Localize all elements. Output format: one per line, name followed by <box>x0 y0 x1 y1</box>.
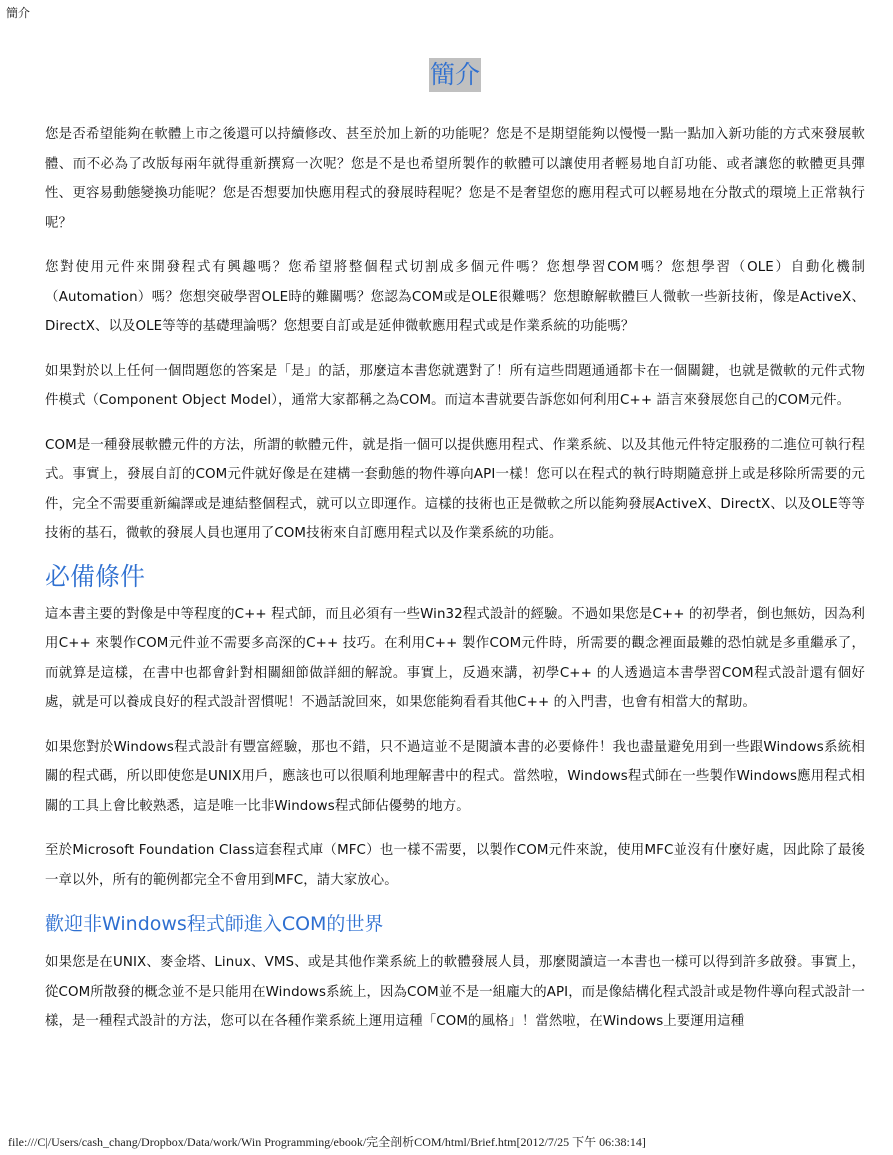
browser-header-title: 簡介 <box>6 6 31 20</box>
prereq-paragraph-1: 這本書主要的對像是中等程度的C++ 程式師，而且必須有一些Win32程式設計的經驗。不過如果您是C++ 的初學者，倒也無妨，因為利用C++ 來製作COM元件並不需要多高深的C++ 技巧。在利用C++ 製作COM元件時，所需要的觀念裡面最難的恐怕就是多重繼承了，而就算是這樣，在書中也都會針對相關細節做詳細的解說。事實上，反過來講，初學C++ 的人透過這本書學習COM程式設計還有個好處，就是可以養成良好的程式設計習慣呢！不過話說回來，如果您能夠看看其他C++ 的入門書，也會有相當大的幫助。 <box>45 606 865 710</box>
welcome-paragraph-1: 如果您是在UNIX、麥金塔、Linux、VMS、或是其他作業系統上的軟體發展人員，那麼閱讀這一本書也一樣可以得到許多啟發。事實上，從COM所散發的概念並不是只能用在Windows系統上，因為COM並不是一組龐大的API，而是像結構化程式設計或是物件導向程式設計一樣，是一種程式設計的方法，您可以在各種作業系統上運用這種「COM的風格」！當然啦，在Windows上要運用這種 <box>45 955 865 1029</box>
intro-paragraph-2: 您對使用元件來開發程式有興趣嗎？您希望將整個程式切割成多個元件嗎？您想學習COM嗎？您想學習（OLE）自動化機制（Automation）嗎？您想突破學習OLE時的難關嗎？您認為COM或是OLE很難嗎？您想瞭解軟體巨人微軟一些新技術，像是ActiveX、DirectX、以及OLE等等的基礎理論嗎？您想要自訂或是延伸微軟應用程式或是作業系統的功能嗎？ <box>45 260 865 334</box>
prerequisites-heading: 必備條件 <box>45 561 146 591</box>
browser-footer-url: file:///C|/Users/cash_chang/Dropbox/Data/work/Win Programming/ebook/完全剖析COM/html/Brief.htm[2012/7/25 下午 06:38:14] <box>8 1135 646 1149</box>
title-container <box>45 54 865 96</box>
document-body <box>45 54 865 1052</box>
intro-paragraph-3: 如果對於以上任何一個問題您的答案是「是」的話，那麼這本書您就選對了！所有這些問題通通都卡在一個關鍵，也就是微軟的元件式物件模式（Component Object Model），通常大家都稱之為COM。而這本書就要告訴您如何利用C++ 語言來發展您自己的COM元件。 <box>45 363 865 408</box>
intro-paragraph-1: 您是否希望能夠在軟體上市之後還可以持續修改、甚至於加上新的功能呢？您是不是期望能夠以慢慢一點一點加入新功能的方式來發展軟體、而不必為了改版每兩年就得重新撰寫一次呢？您是不是也希望所製作的軟體可以讓使用者輕易地自訂功能、或者讓您的軟體更具彈性、更容易動態變換功能呢？您是否想要加快應用程式的發展時程呢？您是不是奢望您的應用程式可以輕易地在分散式的環境上正常執行呢？ <box>45 127 865 231</box>
prereq-paragraph-3: 至於Microsoft Foundation Class這套程式庫（MFC）也一樣不需要，以製作COM元件來說，使用MFC並沒有什麼好處，因此除了最後一章以外，所有的範例都完全不會用到MFC，請大家放心。 <box>45 843 865 888</box>
intro-paragraph-4: COM是一種發展軟體元件的方法，所謂的軟體元件，就是指一個可以提供應用程式、作業系統、以及其他元件特定服務的二進位可執行程式。事實上，發展自訂的COM元件就好像是在建構一套動態的物件導向API一樣！您可以在程式的執行時期隨意拼上或是移除所需要的元件，完全不需要重新編譯或是連結整個程式，就可以立即運作。這樣的技術也正是微軟之所以能夠發展ActiveX、DirectX、以及OLE等等技術的基石，微軟的發展人員也運用了COM技術來自訂應用程式以及作業系統的功能。 <box>45 437 865 541</box>
prereq-paragraph-2: 如果您對於Windows程式設計有豐富經驗，那也不錯，只不過這並不是閱讀本書的必要條件！我也盡量避免用到一些跟Windows系統相關的程式碼，所以即使您是UNIX用戶，應該也可以很順利地理解書中的程式。當然啦，Windows程式師在一些製作Windows應用程式相關的工具上會比較熟悉，這是唯一比非Windows程式師佔優勢的地方。 <box>45 739 865 814</box>
welcome-heading: 歡迎非Windows程式師進入COM的世界 <box>45 913 384 935</box>
page-title: 簡介 <box>429 58 481 92</box>
